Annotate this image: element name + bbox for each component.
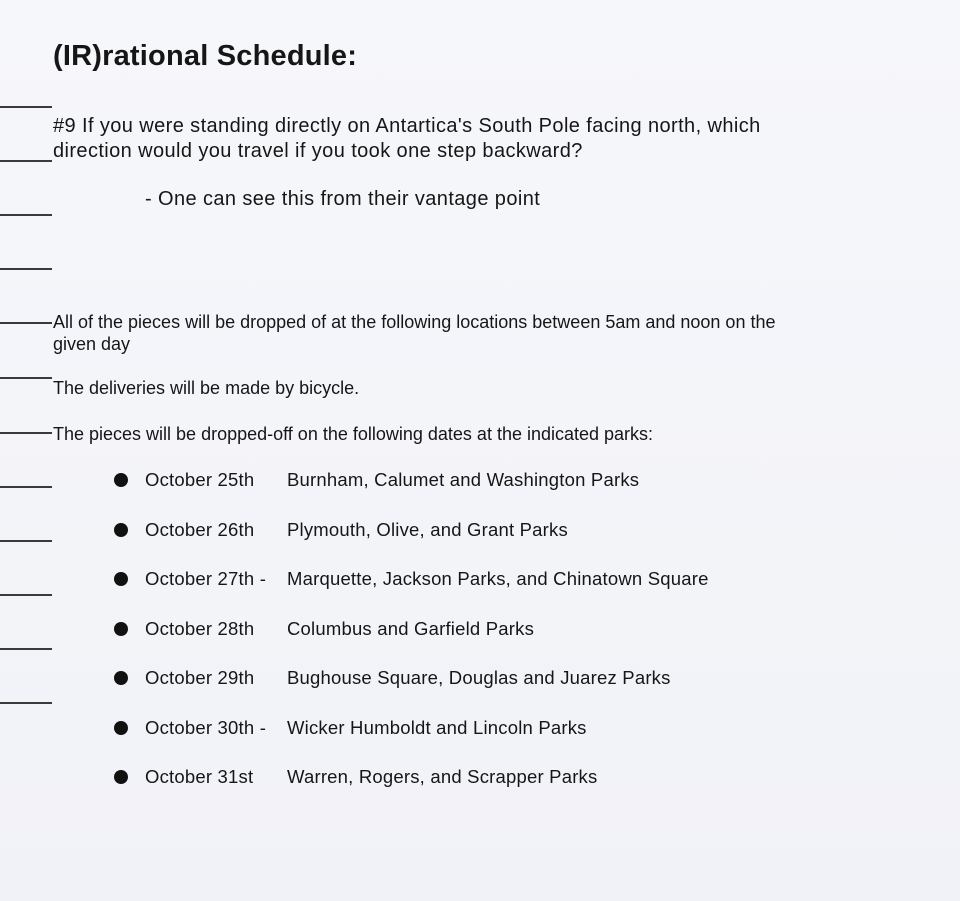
- schedule-item: [114, 567, 709, 591]
- schedule-item: [114, 468, 639, 492]
- schedule-parks: Warren, Rogers, and Scrapper Parks: [287, 766, 598, 787]
- schedule-item: [114, 666, 671, 690]
- schedule-date: October 25th: [145, 469, 255, 490]
- schedule-date: October 27th -: [145, 568, 267, 589]
- bullet-icon: [114, 671, 128, 685]
- schedule-item: [114, 518, 568, 542]
- page-title: (IR)rational Schedule:: [53, 40, 358, 72]
- margin-line: [0, 648, 52, 650]
- schedule-parks: Plymouth, Olive, and Grant Parks: [287, 519, 568, 540]
- schedule-parks: Burnham, Calumet and Washington Parks: [287, 469, 640, 490]
- schedule-parks: Bughouse Square, Douglas and Juarez Parks: [287, 667, 671, 688]
- margin-line: [0, 322, 52, 324]
- margin-line: [0, 377, 52, 379]
- bullet-icon: [114, 572, 128, 586]
- margin-line: [0, 160, 52, 162]
- question-line-1: #9 If you were standing directly on Antartica's South Pole facing north, which: [53, 115, 761, 137]
- bullet-icon: [114, 721, 128, 735]
- schedule-date: October 28th: [145, 618, 255, 639]
- schedule-parks: Marquette, Jackson Parks, and Chinatown Square: [287, 568, 709, 589]
- bullet-icon: [114, 523, 128, 537]
- schedule-parks: Wicker Humboldt and Lincoln Parks: [287, 717, 587, 738]
- bullet-icon: [114, 770, 128, 784]
- schedule-date: October 29th: [145, 667, 255, 688]
- margin-line: [0, 540, 52, 542]
- schedule-item: [114, 765, 597, 789]
- question-line-2: direction would you travel if you took one step backward?: [53, 140, 583, 162]
- margin-line: [0, 106, 52, 108]
- schedule-date: October 31st: [145, 766, 254, 787]
- dates-intro-paragraph: The pieces will be dropped-off on the following dates at the indicated parks:: [53, 424, 654, 444]
- margin-line: [0, 214, 52, 216]
- margin-line: [0, 432, 52, 434]
- schedule-item: [114, 716, 587, 740]
- margin-line: [0, 594, 52, 596]
- margin-line: [0, 486, 52, 488]
- schedule-item: [114, 617, 534, 641]
- schedule-date: October 30th -: [145, 717, 267, 738]
- bicycle-paragraph: The deliveries will be made by bicycle.: [53, 378, 360, 398]
- bullet-icon: [114, 473, 128, 487]
- margin-line: [0, 702, 52, 704]
- schedule-date: October 26th: [145, 519, 255, 540]
- dropoff-paragraph-line-2: given day: [53, 334, 131, 354]
- margin-line: [0, 268, 52, 270]
- question-note: - One can see this from their vantage point: [145, 188, 541, 210]
- schedule-parks: Columbus and Garfield Parks: [287, 618, 535, 639]
- dropoff-paragraph-line-1: All of the pieces will be dropped of at the following locations between 5am and noon on the: [53, 312, 776, 332]
- bullet-icon: [114, 622, 128, 636]
